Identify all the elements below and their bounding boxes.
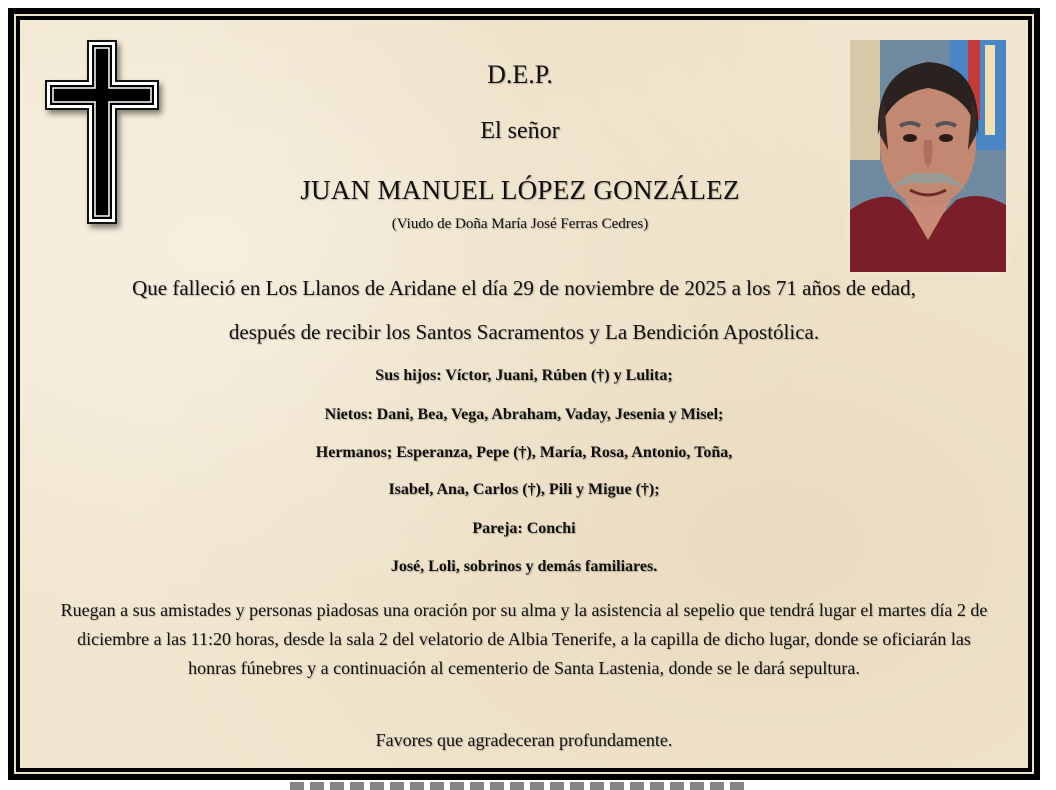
honorific: El señor (480, 118, 560, 144)
family-grandchildren: Nietos: Dani, Bea, Vega, Abraham, Vaday, Jesenia y Misel; (324, 406, 724, 423)
widow-note: (Viudo de Doña María José Ferras Cedres) (391, 216, 649, 232)
sacraments-statement: después de recibir los Santos Sacramentos y La Bendición Apostólica. (228, 320, 820, 344)
family-siblings-cont: Isabel, Ana, Carlos (†), Pili y Migue (†); (388, 481, 660, 498)
family-partner: Pareja: Conchi (472, 520, 576, 537)
funeral-request: Ruegan a sus amistades y personas piadosas una oración por su alma y la asistencia al sepelio que tendrá lugar el martes día 2 de diciembre a las 11:20 horas, desde la sala 2 del velatorio de Albia Tenerife, a la capilla de dicho lugar, donde se oficiarán las honras fúnebres y a continuación al cementerio de Santa Lastenia, donde se le dará sepultura. (60, 600, 988, 678)
family-siblings: Hermanos; Esperanza, Pepe (†), María, Rosa, Antonio, Toña, (315, 444, 733, 461)
family-children: Sus hijos: Víctor, Juani, Rúben (†) y Lulita; (375, 367, 673, 384)
thanks-line: Favores que agradeceran profundamente. (375, 730, 673, 750)
dep-heading: D.E.P. (487, 60, 553, 89)
deceased-name: JUAN MANUEL LÓPEZ GONZÁLEZ (300, 175, 740, 205)
family-others: José, Loli, sobrinos y demás familiares. (390, 558, 658, 575)
cutoff-text-fragment (290, 782, 750, 790)
obituary-paper (20, 20, 1028, 768)
death-statement: Que falleció en Los Llanos de Aridane el día 29 de noviembre de 2025 a los 71 años de edad, (132, 276, 916, 300)
notice-frame (8, 8, 1040, 780)
